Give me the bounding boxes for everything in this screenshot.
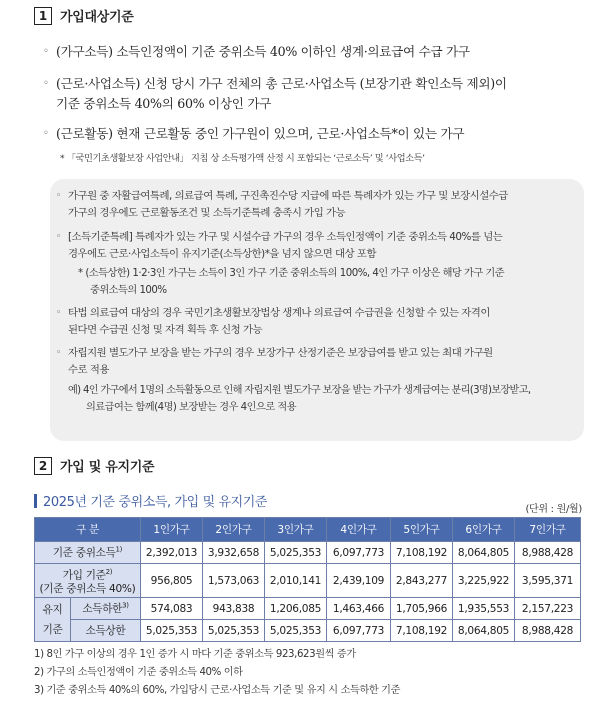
header-cell: 1인가구 (141, 518, 203, 542)
table-cell: 6,097,773 (327, 620, 391, 642)
info-bullet-continuation: 가구의 경우에도 근로활동조건 및 소득기준특례 충족시 가입 가능 (68, 207, 346, 219)
criteria-bullet-continuation: 기준 중위소득 40%의 60% 이상인 가구 (56, 96, 272, 111)
bullet-circle-icon: ◦ (56, 348, 61, 358)
info-example-continuation: 의료급여는 함께(4명) 보장받는 경우 4인으로 적용 (86, 402, 297, 413)
header-cell: 6인가구 (453, 518, 515, 542)
table-cell: 1,206,085 (265, 598, 327, 620)
title-bar-icon (34, 494, 37, 508)
table-cell: 6,097,773 (327, 542, 391, 564)
header-cell: 4인가구 (327, 518, 391, 542)
table-header-row (35, 518, 581, 542)
table-cell: 5,025,353 (141, 620, 203, 642)
bullet-circle-icon: ◦ (56, 232, 61, 242)
info-bullet-continuation: 된다면 수급권 신청 및 자격 획득 후 신청 가능 (68, 324, 263, 336)
table-cell: 2,392,013 (141, 542, 203, 564)
row-label: 소득상한 (71, 620, 141, 642)
criteria-note: * 「국민기초생활보장 사업안내」 지침 상 소득평가액 산정 시 포함되는 ‘근로소득’ 및 ‘사업소득’ (60, 153, 425, 164)
table-cell: 2,157,223 (515, 598, 581, 620)
section-title: 가입대상기준 (60, 10, 134, 25)
table-cell: 8,064,805 (453, 620, 515, 642)
table-cell: 956,805 (141, 564, 203, 598)
table-cell: 2,010,141 (265, 564, 327, 598)
table-row (35, 598, 581, 620)
section-2-header (34, 456, 154, 475)
info-bullet: ◦ 가구원 중 자활급여특례, 의료급여 특례, 구진촉진수당 지급에 따른 특례자가 있는 가구 및 보장시설수급 (68, 188, 574, 205)
criteria-bullet: ◦ (근로활동) 현재 근로활동 중인 가구원이 있으며, 근로·사업소득*이 있는 가구 (56, 124, 566, 144)
table-title: 2025년 기준 중위소득, 가입 및 유지기준 (34, 491, 267, 510)
header-cell: 5인가구 (391, 518, 453, 542)
table-cell: 8,988,428 (515, 620, 581, 642)
table-unit: (단위 : 원/월) (525, 504, 582, 515)
table-cell: 1,705,966 (391, 598, 453, 620)
table-cell: 1,463,466 (327, 598, 391, 620)
criteria-bullet: ◦ (근로·사업소득) 신청 당시 가구 전체의 총 근로·사업소득 (보장기관 확인소득 제외)이 (56, 74, 566, 94)
bullet-circle-icon: ◦ (43, 46, 49, 57)
group-label: 유지 기준 (35, 598, 71, 642)
header-cell: 2인가구 (203, 518, 265, 542)
table-cell: 5,025,353 (203, 620, 265, 642)
header-cell: 3인가구 (265, 518, 327, 542)
criteria-bullet: ◦ (가구소득) 소득인정액이 기준 중위소득 40% 이하인 생계·의료급여 수급 가구 (56, 42, 566, 62)
info-bullet: ◦ 자립지원 별도가구 보장을 받는 가구의 경우 보장가구 산정기준은 보장급여를 받고 있는 최대 가구원 (68, 345, 574, 362)
table-cell: 3,595,371 (515, 564, 581, 598)
table-cell: 8,988,428 (515, 542, 581, 564)
table-cell: 943,838 (203, 598, 265, 620)
footnote: 1) 8인 가구 이상의 경우 1인 증가 시 마다 기준 중위소득 923,623원씩 증가 (34, 649, 356, 660)
table-cell: 5,025,353 (265, 620, 327, 642)
row-label: 가입 기준$^{2)}$ (기준 중위소득 40%) (35, 564, 141, 598)
table-cell: 574,083 (141, 598, 203, 620)
row-label: 소득하한$^{3)}$ (71, 598, 141, 620)
bullet-circle-icon: ◦ (43, 78, 49, 89)
footnote: 3) 기준 중위소득 40%의 60%, 가입당시 근로·사업소득 기준 및 유지 시 소득하한 기준 (34, 685, 401, 696)
section-title: 가입 및 유지기준 (60, 460, 155, 475)
table-cell: 3,225,922 (453, 564, 515, 598)
table-cell: 3,932,658 (203, 542, 265, 564)
info-bullet: ◦ [소득기준특례] 특례자가 있는 가구 및 시설수급 가구의 경우 소득인정액이 기준 중위소득 40%를 넘는 (68, 229, 574, 246)
section-number: 1 (34, 7, 52, 25)
table-row (35, 542, 581, 564)
header-cell: 구 분 (35, 518, 141, 542)
table-cell: 8,064,805 (453, 542, 515, 564)
info-bullet: ◦ 타법 의료급여 대상의 경우 국민기초생활보장법상 생계나 의료급여 수급권을 신청할 수 있는 자격이 (68, 305, 574, 322)
header-cell: 7인가구 (515, 518, 581, 542)
info-subnote: * (소득상한) 1·2·3인 가구는 소득이 3인 가구 기준 중위소득의 100%, 4인 가구 이상은 해당 가구 기준 (78, 268, 505, 279)
table-cell: 7,108,192 (391, 542, 453, 564)
table-cell: 2,843,277 (391, 564, 453, 598)
bullet-circle-icon: ◦ (56, 308, 61, 318)
bullet-circle-icon: ◦ (56, 191, 61, 201)
table-row (35, 564, 581, 598)
table-cell: 1,935,553 (453, 598, 515, 620)
info-subnote-continuation: 중위소득의 100% (90, 285, 167, 296)
table-cell: 5,025,353 (265, 542, 327, 564)
table-row (35, 620, 581, 642)
info-bullet-continuation: 경우에도 근로·사업소득이 유지기준(소득상한)*을 넘지 않으면 대상 포함 (68, 248, 377, 260)
section-1-header (34, 6, 134, 25)
bullet-circle-icon: ◦ (43, 128, 49, 139)
row-label: 기준 중위소득$^{1)}$ (35, 542, 141, 564)
table-cell: 7,108,192 (391, 620, 453, 642)
footnote: 2) 가구의 소득인정액이 기준 중위소득 40% 이하 (34, 667, 243, 678)
info-example: 예) 4인 가구에서 1명의 소득활동으로 인해 자립지원 별도가구 보장을 받는 가구가 생계급여는 분리(3명)보장받고, (68, 385, 531, 396)
median-income-table (34, 517, 581, 642)
table-cell: 1,573,063 (203, 564, 265, 598)
section-number: 2 (34, 457, 52, 475)
table-cell: 2,439,109 (327, 564, 391, 598)
info-bullet-continuation: 수로 적용 (68, 364, 109, 376)
